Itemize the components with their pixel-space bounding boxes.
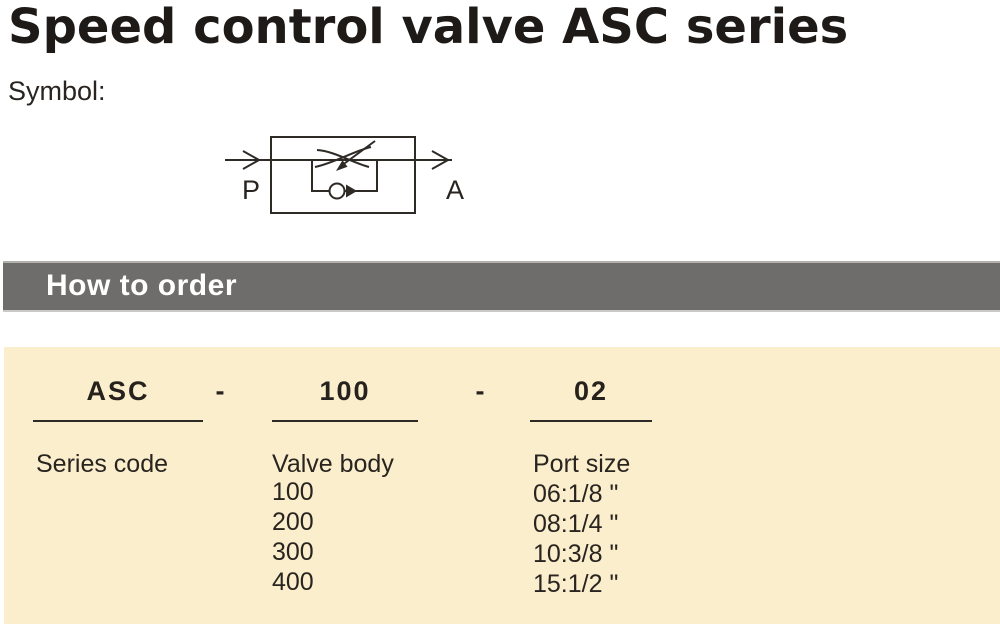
column-label-valve-body: Valve body <box>272 450 394 478</box>
order-code-separator-2: - <box>475 376 485 406</box>
column-label-port-size: Port size <box>533 450 631 478</box>
port-size-option: 10:3/8 " <box>533 540 619 568</box>
section-banner <box>3 261 1000 312</box>
symbol-port-a-label: A <box>446 175 465 205</box>
order-code-series: ASC <box>86 376 150 406</box>
valve-body-option: 300 <box>272 538 314 566</box>
check-valve-circle <box>330 184 345 199</box>
order-underline-valve-body <box>272 420 418 422</box>
symbol-port-p-label: P <box>242 175 261 205</box>
valve-body-option: 100 <box>272 478 314 506</box>
section-banner-title: How to order <box>46 269 237 302</box>
order-code-separator-1: - <box>215 376 225 406</box>
adjust-arrow-shaft <box>341 141 375 166</box>
page-title: Speed control valve ASC series <box>8 0 849 55</box>
symbol-label: Symbol: <box>8 76 106 106</box>
order-code-port-size: 02 <box>573 376 609 406</box>
order-underline-port-size <box>530 420 652 422</box>
valve-body-option: 200 <box>272 508 314 536</box>
valve-body-option: 400 <box>272 568 314 596</box>
order-underline-series <box>33 420 203 422</box>
column-label-series-code: Series code <box>36 450 169 478</box>
order-code-valve-body: 100 <box>319 376 371 406</box>
symbol-outer-box <box>271 137 415 213</box>
port-size-option: 08:1/4 " <box>533 510 619 538</box>
port-size-option: 15:1/2 " <box>533 570 619 598</box>
valve-symbol-diagram <box>210 125 470 225</box>
port-size-option: 06:1/8 " <box>533 480 619 508</box>
check-valve-seat-icon <box>346 185 357 198</box>
